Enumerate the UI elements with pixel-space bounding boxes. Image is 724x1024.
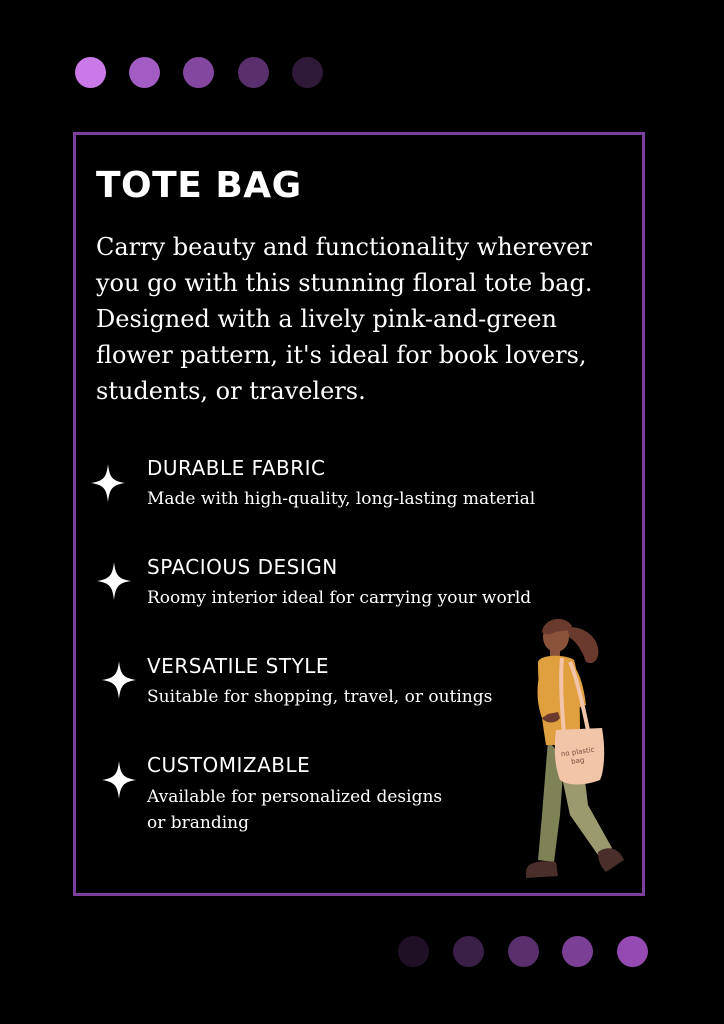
bag-text-line-2: bag <box>570 756 585 766</box>
page-title: TOTE BAG <box>96 165 302 206</box>
feature-title: CUSTOMIZABLE <box>147 753 311 777</box>
decorative-dot-1 <box>75 57 106 88</box>
feature-description: Made with high-quality, long-lasting material <box>147 489 536 509</box>
decorative-dot-2 <box>453 936 484 967</box>
decorative-dot-5 <box>292 57 323 88</box>
product-description: Carry beauty and functionality wherever you go with this stunning floral tote bag. Designed with a lively pink-and-green flower pattern, it's ideal for book lovers, students, or travelers. <box>96 233 593 405</box>
decorative-dot-1 <box>398 936 429 967</box>
feature-title: DURABLE FABRIC <box>147 456 326 480</box>
feature-description: Available for personalized designs or branding <box>147 787 443 833</box>
feature-description: Roomy interior ideal for carrying your world <box>147 588 532 608</box>
bag-text-line-1: no plastic <box>560 745 596 759</box>
sparkle-star-icon <box>102 661 136 699</box>
feature-description: Suitable for shopping, travel, or outings <box>147 687 493 707</box>
decorative-dot-4 <box>238 57 269 88</box>
decorative-dot-3 <box>183 57 214 88</box>
decorative-dot-4 <box>562 936 593 967</box>
feature-title: VERSATILE STYLE <box>147 654 330 678</box>
sparkle-star-icon <box>97 562 131 600</box>
woman-with-tote-bag-illustration <box>520 610 635 895</box>
decorative-dot-3 <box>508 936 539 967</box>
feature-title: SPACIOUS DESIGN <box>147 555 338 579</box>
sparkle-star-icon <box>102 761 136 799</box>
sparkle-star-icon <box>91 464 125 502</box>
decorative-dot-5 <box>617 936 648 967</box>
decorative-dot-2 <box>129 57 160 88</box>
